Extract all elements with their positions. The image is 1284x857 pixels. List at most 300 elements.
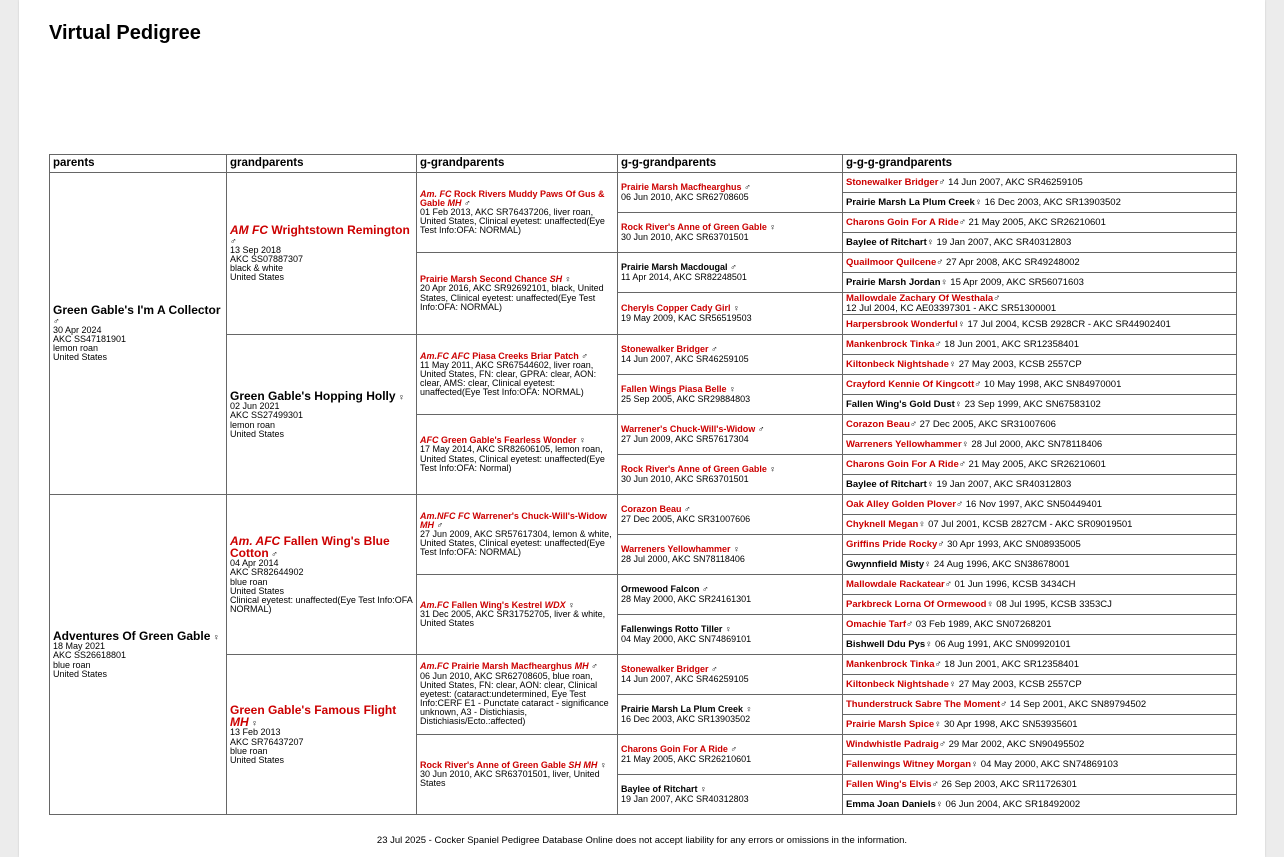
gg-grandparent-detail: 28 Jul 2000, AKC SN78118406 xyxy=(621,553,745,564)
ggg-grandparent-name-link[interactable]: Charons Goin For A Ride xyxy=(846,216,959,228)
ggg-grandparent-detail: 17 Jul 2004, KCSB 2928CR - AKC SR44902401 xyxy=(967,318,1171,330)
ggg-grandparent-cell xyxy=(843,315,1237,335)
gg-grandparent-detail: 19 Jan 2007, AKC SR40312803 xyxy=(621,793,749,804)
gg-grandparent-cell xyxy=(618,293,843,335)
sex-icon: ♂ xyxy=(909,418,917,430)
ggg-grandparent-detail: 19 Jan 2007, AKC SR40312803 xyxy=(936,236,1072,248)
sex-icon: ♂ xyxy=(938,738,946,750)
ggg-grandparent-cell xyxy=(843,415,1237,435)
great-grandparent-detail: 27 Jun 2009, AKC SR57617304, lemon & white, United States, Clinical eyetest: unaffected(Eye Test Info:OFA: NORMAL) xyxy=(420,528,612,558)
great-grandparent-name: Prairie Marsh Second Chance xyxy=(420,274,548,285)
ggg-grandparent-cell xyxy=(843,635,1237,655)
grandparent-detail: United States xyxy=(230,428,285,439)
great-grandparent-cell xyxy=(417,253,618,335)
great-grandparent-name: Piasa Creeks Briar Patch xyxy=(472,350,579,361)
gg-grandparent-cell xyxy=(618,735,843,775)
ggg-grandparent-detail: 08 Jul 1995, KCSB 3353CJ xyxy=(996,598,1112,610)
sex-icon: ♀ xyxy=(926,478,934,490)
title-suffix: MH xyxy=(574,661,589,672)
gg-grandparent-cell xyxy=(618,415,843,455)
grandparent-detail: AKC SR76437207 xyxy=(230,736,304,747)
great-grandparent-cell xyxy=(417,575,618,655)
sex-icon: ♀ xyxy=(733,544,740,555)
great-grandparent-name: Green Gable's Fearless Wonder xyxy=(441,435,577,446)
grandparent-cell xyxy=(227,173,417,335)
ggg-grandparent-cell xyxy=(843,535,1237,555)
ggg-grandparent-detail: 06 Aug 1991, AKC SN09920101 xyxy=(934,638,1071,650)
ggg-grandparent-cell xyxy=(843,335,1237,355)
gg-grandparent-detail: 21 May 2005, AKC SR26210601 xyxy=(621,753,752,764)
ggg-grandparent-detail: 12 Jul 2004, KC AE03397301 - AKC SR51300001 xyxy=(846,302,1057,314)
ggg-grandparent-detail: 16 Dec 2003, AKC SR13903502 xyxy=(984,196,1121,208)
sex-icon: ♀ xyxy=(769,464,777,475)
great-grandparent-name: Rock Rivers Muddy Paws Of Gus & Gable xyxy=(420,188,605,208)
gg-grandparent-cell xyxy=(618,615,843,655)
ggg-grandparent-name-link[interactable]: Mankenbrock Tinka xyxy=(846,338,935,350)
gg-grandparent-detail: 27 Jun 2009, AKC SR57617304 xyxy=(621,433,749,444)
gg-grandparent-detail: 14 Jun 2007, AKC SR46259105 xyxy=(621,673,749,684)
sex-icon: ♀ xyxy=(971,758,979,770)
great-grandparent-detail: 17 May 2014, AKC SR82606105, lemon roan, United States, Clinical eyetest: unaffected(Eye Test Info:OFA: Normal) xyxy=(420,444,605,473)
great-grandparent-name-link[interactable] xyxy=(420,661,589,671)
sex-icon: ♀ xyxy=(728,384,736,395)
ggg-grandparent-name-link[interactable]: Omachie Tarf xyxy=(846,618,907,630)
great-grandparent-detail: 31 Dec 2005, AKC SR31752705, liver & white, United States xyxy=(420,608,606,629)
sex-icon: ♂ xyxy=(1000,698,1008,710)
sex-icon: ♂ xyxy=(230,235,237,246)
gg-grandparent-detail: 14 Jun 2007, AKC SR46259105 xyxy=(621,353,749,364)
gg-grandparent-detail: 28 May 2000, AKC SR24161301 xyxy=(621,593,752,604)
gg-grandparent-cell xyxy=(618,775,843,815)
ggg-grandparent-detail: 27 Dec 2005, AKC SR31007606 xyxy=(919,418,1056,430)
ggg-grandparent-name-link[interactable]: Baylee of Ritchart xyxy=(846,478,927,490)
grandparent-name: Green Gable's Hopping Holly xyxy=(230,389,396,404)
ggg-grandparent-name-link[interactable]: Chyknell Megan xyxy=(846,518,919,530)
gg-grandparent-name-link[interactable]: Stonewalker Bridger xyxy=(621,344,709,355)
ggg-grandparent-cell xyxy=(843,435,1237,455)
sex-icon: ♂ xyxy=(974,378,982,390)
grandparent-detail: United States xyxy=(230,754,285,765)
title-prefix: Am.FC xyxy=(420,661,449,672)
ggg-grandparent-cell xyxy=(843,755,1237,775)
title-prefix: Am.NFC FC xyxy=(420,510,470,521)
grandparent-detail: AKC SR82644902 xyxy=(230,567,304,578)
grandparent-detail: 04 Apr 2014 xyxy=(230,558,279,569)
grandparent-cell xyxy=(227,335,417,495)
great-grandparent-name-link[interactable] xyxy=(420,511,607,530)
title-suffix: MH xyxy=(447,197,462,208)
gg-grandparent-detail: 11 Apr 2014, AKC SR82248501 xyxy=(621,271,747,282)
ggg-grandparent-name-link[interactable]: Windwhistle Padraig xyxy=(846,738,939,750)
header-grandparents: grandparents xyxy=(227,155,417,173)
parent-detail: 18 May 2021 xyxy=(53,641,106,652)
parent-cell xyxy=(50,173,227,495)
ggg-grandparent-detail: 27 May 2003, KCSB 2557CP xyxy=(958,358,1082,370)
sex-icon: ♀ xyxy=(957,318,965,330)
great-grandparent-detail: 11 May 2011, AKC SR67544602, liver roan, United States, FN: clear, GPRA: clear, AON: clear, AMS: clear, Clinical eyetest: unaffected(Eye Test Info:OFA: NORMAL) xyxy=(420,359,597,398)
sex-icon: ♀ xyxy=(926,236,934,248)
ggg-grandparent-cell xyxy=(843,775,1237,795)
great-grandparent-detail: 30 Jun 2010, AKC SR63701501, liver, United States xyxy=(420,768,600,789)
grandparent-cell xyxy=(227,495,417,655)
ggg-grandparent-name-link[interactable]: Mallowdale Zachary Of Westhala xyxy=(846,293,994,304)
ggg-grandparent-detail: 30 Apr 1993, AKC SN08935005 xyxy=(947,538,1081,550)
gg-grandparent-name-link[interactable]: Warrener's Chuck-Will's-Widow xyxy=(621,424,756,435)
ggg-grandparent-name-link[interactable]: Charons Goin For A Ride xyxy=(846,458,959,470)
gg-grandparent-cell xyxy=(618,173,843,213)
ggg-grandparent-cell xyxy=(843,495,1237,515)
gg-grandparent-cell xyxy=(618,575,843,615)
gg-grandparent-cell xyxy=(618,455,843,495)
gg-grandparent-name-link[interactable]: Cheryls Copper Cady Girl xyxy=(621,303,731,314)
gg-grandparent-detail: 19 May 2009, KAC SR56519503 xyxy=(621,312,752,323)
ggg-grandparent-name-link[interactable]: Baylee of Ritchart xyxy=(846,236,927,248)
ggg-grandparent-name-link[interactable]: Prairie Marsh La Plum Creek xyxy=(846,196,975,208)
gg-grandparent-detail: 16 Dec 2003, AKC SR13903502 xyxy=(621,713,751,724)
parent-detail: lemon roan xyxy=(53,343,99,354)
pedigree-row xyxy=(50,173,1237,193)
gg-grandparent-detail: 04 May 2000, AKC SN74869101 xyxy=(621,633,752,644)
ggg-grandparent-name-link[interactable]: Prairie Marsh Jordan xyxy=(846,276,941,288)
sex-icon: ♂ xyxy=(937,538,945,550)
gg-grandparent-name-link[interactable]: Stonewalker Bridger xyxy=(621,664,709,675)
ggg-grandparent-name-link[interactable]: Bishwell Ddu Pys xyxy=(846,638,926,650)
gg-grandparent-name-link[interactable]: Baylee of Ritchart xyxy=(621,784,698,795)
ggg-grandparent-cell xyxy=(843,193,1237,213)
pedigree-row xyxy=(50,335,1237,355)
sex-icon: ♂ xyxy=(934,338,942,350)
gg-grandparent-cell xyxy=(618,335,843,375)
ggg-grandparent-name-link[interactable]: Quailmoor Quilcene xyxy=(846,256,937,268)
sex-icon: ♀ xyxy=(934,718,942,730)
gg-grandparent-cell xyxy=(618,213,843,253)
grandparent-detail: lemon roan xyxy=(230,419,276,430)
ggg-grandparent-name-link[interactable]: Thunderstruck Sabre The Moment xyxy=(846,698,1001,710)
grandparent-detail: Clinical eyetest: unaffected(Eye Test Info:OFA NORMAL) xyxy=(230,594,413,615)
gg-grandparent-name-link[interactable]: Ormewood Falcon xyxy=(621,584,700,595)
great-grandparent-name: Rock River's Anne of Green Gable xyxy=(420,759,566,770)
sex-icon: ♀ xyxy=(724,624,732,635)
grandparent-detail: blue roan xyxy=(230,745,268,756)
sex-icon: ♀ xyxy=(568,599,575,610)
title-prefix: Am. FC xyxy=(420,188,452,199)
pedigree-table xyxy=(49,154,1237,815)
ggg-grandparent-cell xyxy=(843,213,1237,233)
ggg-grandparent-detail: 18 Jun 2001, AKC SR12358401 xyxy=(944,658,1079,670)
ggg-grandparent-name-link[interactable]: Fallen Wing's Elvis xyxy=(846,778,932,790)
sex-icon: ♂ xyxy=(938,176,946,188)
parent-detail: 30 Apr 2024 xyxy=(53,324,102,335)
grandparent-detail: AKC SS07887307 xyxy=(230,254,304,265)
gg-grandparent-cell xyxy=(618,655,843,695)
grandparent-detail: blue roan xyxy=(230,576,268,587)
ggg-grandparent-name-link[interactable]: Fallen Wing's Gold Dust xyxy=(846,398,955,410)
ggg-grandparent-detail: 23 Sep 1999, AKC SN67583102 xyxy=(964,398,1101,410)
gg-grandparent-cell xyxy=(618,695,843,735)
ggg-grandparent-cell xyxy=(843,455,1237,475)
sex-icon: ♂ xyxy=(711,344,718,355)
gg-grandparent-name-link[interactable]: Prairie Marsh La Plum Creek xyxy=(621,704,744,715)
ggg-grandparent-cell xyxy=(843,795,1237,815)
parent-detail: United States xyxy=(53,668,108,679)
page-title: Virtual Pedigree xyxy=(49,22,201,44)
ggg-grandparent-name-link[interactable]: Kiltonbeck Nightshade xyxy=(846,358,949,370)
ggg-grandparent-name-link[interactable]: Emma Joan Daniels xyxy=(846,798,936,810)
ggg-grandparent-cell xyxy=(843,273,1237,293)
grandparent-detail: 13 Feb 2013 xyxy=(230,727,281,738)
sex-icon: ♀ xyxy=(940,276,948,288)
sex-icon: ♀ xyxy=(948,358,957,370)
gg-grandparent-name-link[interactable]: Prairie Marsh Macdougal xyxy=(621,262,728,273)
title-prefix: AFC xyxy=(420,435,439,446)
ggg-grandparent-cell xyxy=(843,695,1237,715)
sex-icon: ♀ xyxy=(700,784,707,795)
sex-icon: ♂ xyxy=(934,658,942,670)
sex-icon: ♀ xyxy=(925,638,933,650)
sex-icon: ♂ xyxy=(956,498,964,510)
ggg-grandparent-cell xyxy=(843,253,1237,273)
great-grandparent-cell xyxy=(417,495,618,575)
ggg-grandparent-cell xyxy=(843,355,1237,375)
ggg-grandparent-cell xyxy=(843,555,1237,575)
pedigree-body xyxy=(50,173,1237,815)
gg-grandparent-name-link[interactable]: Charons Goin For A Ride xyxy=(621,744,728,755)
sex-icon: ♂ xyxy=(906,618,914,630)
sex-icon: ♂ xyxy=(436,519,444,530)
gg-grandparent-detail: 27 Dec 2005, AKC SR31007606 xyxy=(621,513,751,524)
ggg-grandparent-cell xyxy=(843,655,1237,675)
ggg-grandparent-cell xyxy=(843,233,1237,253)
gg-grandparent-cell xyxy=(618,495,843,535)
sex-icon: ♀ xyxy=(564,274,572,285)
sex-icon: ♀ xyxy=(251,718,258,729)
gg-grandparent-detail: 30 Jun 2010, AKC SR63701501 xyxy=(621,231,749,242)
gg-grandparent-detail: 25 Sep 2005, AKC SR29884803 xyxy=(621,393,751,404)
ggg-grandparent-cell xyxy=(843,615,1237,635)
footer-disclaimer: 23 Jul 2025 - Cocker Spaniel Pedigree Database Online does not accept liability for any errors or omissions in the information. xyxy=(376,835,908,846)
sex-icon: ♀ xyxy=(918,518,926,530)
great-grandparent-detail: 20 Apr 2016, AKC SR92692101, black, United States, Clinical eyetest: unaffected(Eye Test Info:OFA: NORMAL) xyxy=(420,283,604,312)
title-prefix: AM FC xyxy=(230,223,268,238)
ggg-grandparent-detail: 07 Jul 2001, KCSB 2827CM - AKC SR09019501 xyxy=(928,518,1133,530)
ggg-grandparent-cell xyxy=(843,293,1237,315)
sex-icon: ♂ xyxy=(464,197,471,208)
grandparent-detail: black & white xyxy=(230,263,284,274)
ggg-grandparent-name-link[interactable]: Warreners Yellowhammer xyxy=(846,438,962,450)
gg-grandparent-name-link[interactable]: Warreners Yellowhammer xyxy=(621,544,731,555)
ggg-grandparent-detail: 14 Jun 2007, AKC SR46259105 xyxy=(948,176,1083,188)
grandparent-name: Green Gable's Famous Flight xyxy=(230,702,397,717)
parent-detail: United States xyxy=(53,352,108,363)
ggg-grandparent-name-link[interactable]: Harpersbrook Wonderful xyxy=(846,318,958,330)
header-row xyxy=(50,155,1237,173)
sex-icon: ♀ xyxy=(935,798,943,810)
grandparent-name: Fallen Wing's Blue Cotton xyxy=(230,533,390,560)
ggg-grandparent-cell xyxy=(843,675,1237,695)
sex-icon: ♀ xyxy=(398,392,405,403)
sex-icon: ♂ xyxy=(744,182,751,193)
ggg-grandparent-detail: 16 Nov 1997, AKC SN50449401 xyxy=(965,498,1103,510)
sex-icon: ♀ xyxy=(599,759,607,770)
ggg-grandparent-detail: 03 Feb 1989, AKC SN07268201 xyxy=(915,618,1052,630)
title-prefix: Am.FC AFC xyxy=(420,350,470,361)
ggg-grandparent-detail: 19 Jan 2007, AKC SR40312803 xyxy=(936,478,1072,490)
sex-icon: ♀ xyxy=(733,303,740,314)
title-prefix: Am. AFC xyxy=(230,533,281,548)
grandparent-name: Wrightstown Remington xyxy=(271,223,410,238)
ggg-grandparent-detail: 10 May 1998, AKC SN84970001 xyxy=(984,378,1122,390)
gg-grandparent-name-link[interactable]: Fallenwings Rotto Tiller xyxy=(621,624,723,635)
grandparent-detail: United States xyxy=(230,272,285,283)
sex-icon: ♂ xyxy=(757,424,765,435)
ggg-grandparent-cell xyxy=(843,515,1237,535)
pedigree-row xyxy=(50,655,1237,675)
sex-icon: ♂ xyxy=(730,262,737,273)
ggg-grandparent-detail: 04 May 2000, AKC SN74869103 xyxy=(980,758,1119,770)
sex-icon: ♀ xyxy=(579,435,586,446)
sex-icon: ♀ xyxy=(961,438,969,450)
ggg-grandparent-detail: 29 Mar 2002, AKC SN90495502 xyxy=(948,738,1085,750)
ggg-grandparent-cell xyxy=(843,475,1237,495)
ggg-grandparent-name-link[interactable]: Prairie Marsh Spice xyxy=(846,718,935,730)
great-grandparent-detail: 06 Jun 2010, AKC SR62708605, blue roan, United States, FN: clear, AON: clear, Clinical eyetest: (cataract:undetermined, Eye Test Info:CERF E1 - Punctate cataract - significance unknown, A3 - Distichiasis, Distichiasis/Ecto.:affected) xyxy=(420,670,609,727)
sex-icon: ♂ xyxy=(581,350,589,361)
grandparent-cell xyxy=(227,655,417,815)
ggg-grandparent-cell xyxy=(843,375,1237,395)
ggg-grandparent-cell xyxy=(843,395,1237,415)
ggg-grandparent-name-link[interactable]: Parkbreck Lorna Of Ormewood xyxy=(846,598,987,610)
ggg-grandparent-name-link[interactable]: Oak Alley Golden Plover xyxy=(846,498,956,510)
ggg-grandparent-detail: 21 May 2005, AKC SR26210601 xyxy=(968,458,1106,470)
title-suffix: WDX xyxy=(544,599,566,610)
gg-grandparent-name-link[interactable]: Fallen Wings Piasa Belle xyxy=(621,384,727,395)
great-grandparent-name: Warrener's Chuck-Will's-Widow xyxy=(472,510,607,521)
great-grandparent-cell xyxy=(417,655,618,735)
grandparent-detail: United States xyxy=(230,585,285,596)
sex-icon: ♂ xyxy=(271,548,278,559)
title-suffix: MH xyxy=(230,715,249,730)
ggg-grandparent-detail: 30 Apr 1998, AKC SN53935601 xyxy=(943,718,1078,730)
ggg-grandparent-detail: 28 Jul 2000, AKC SN78118406 xyxy=(971,438,1103,450)
sex-icon: ♀ xyxy=(212,632,220,643)
ggg-grandparent-cell xyxy=(843,735,1237,755)
gg-grandparent-name-link[interactable]: Rock River's Anne of Green Gable xyxy=(621,464,767,475)
sex-icon: ♂ xyxy=(53,315,60,326)
parent-cell xyxy=(50,495,227,815)
ggg-grandparent-name-link[interactable]: Griffins Pride Rocky xyxy=(846,538,938,550)
grandparent-name-link[interactable] xyxy=(230,534,390,560)
sex-icon: ♂ xyxy=(993,293,1001,304)
sex-icon: ♂ xyxy=(684,504,691,515)
gg-grandparent-cell xyxy=(618,253,843,293)
parent-detail: blue roan xyxy=(53,659,91,670)
ggg-grandparent-name-link[interactable]: Kiltonbeck Nightshade xyxy=(846,678,949,690)
sex-icon: ♀ xyxy=(974,196,982,208)
sex-icon: ♂ xyxy=(931,778,939,790)
gg-grandparent-cell xyxy=(618,535,843,575)
parent-name-link[interactable]: Adventures Of Green Gable xyxy=(53,629,211,644)
pedigree-row xyxy=(50,495,1237,515)
sex-icon: ♀ xyxy=(924,558,932,570)
gg-grandparent-cell xyxy=(618,375,843,415)
grandparent-detail: 13 Sep 2018 xyxy=(230,244,282,255)
ggg-grandparent-name-link[interactable]: Stonewalker Bridger xyxy=(846,176,939,188)
ggg-grandparent-detail: 24 Aug 1996, AKC SN38678001 xyxy=(933,558,1070,570)
sex-icon: ♂ xyxy=(702,584,709,595)
header-g-grandparents: g-grandparents xyxy=(417,155,618,173)
great-grandparent-cell xyxy=(417,335,618,415)
sex-icon: ♂ xyxy=(944,578,952,590)
ggg-grandparent-detail: 27 May 2003, KCSB 2557CP xyxy=(958,678,1082,690)
great-grandparent-name: Prairie Marsh Macfhearghus xyxy=(451,661,573,672)
gg-grandparent-detail: 30 Jun 2010, AKC SR63701501 xyxy=(621,473,749,484)
gg-grandparent-name-link[interactable]: Rock River's Anne of Green Gable xyxy=(621,222,767,233)
great-grandparent-name-link[interactable] xyxy=(420,189,605,208)
title-suffix: MH xyxy=(420,519,434,530)
ggg-grandparent-detail: 18 Jun 2001, AKC SR12358401 xyxy=(944,338,1079,350)
grandparent-name-link[interactable] xyxy=(230,223,410,237)
ggg-grandparent-cell xyxy=(843,173,1237,193)
parent-detail: AKC SS47181901 xyxy=(53,334,127,345)
sex-icon: ♀ xyxy=(948,678,957,690)
ggg-grandparent-detail: 06 Jun 2004, AKC SR18492002 xyxy=(945,798,1081,810)
great-grandparent-cell xyxy=(417,415,618,495)
ggg-grandparent-name-link[interactable]: Corazon Beau xyxy=(846,418,910,430)
great-grandparent-cell xyxy=(417,173,618,253)
ggg-grandparent-name-link[interactable]: Fallenwings Witney Morgan xyxy=(846,758,972,770)
ggg-grandparent-name-link[interactable]: Crayford Kennie Of Kingcott xyxy=(846,378,975,390)
gg-grandparent-name-link[interactable]: Prairie Marsh Macfhearghus xyxy=(621,182,742,193)
sex-icon: ♂ xyxy=(958,458,966,470)
ggg-grandparent-detail: 26 Sep 2003, AKC SR11726301 xyxy=(941,778,1077,790)
ggg-grandparent-name-link[interactable]: Gwynnfield Misty xyxy=(846,558,925,570)
sex-icon: ♂ xyxy=(936,256,944,268)
ggg-grandparent-name-link[interactable]: Mankenbrock Tinka xyxy=(846,658,935,670)
ggg-grandparent-detail: 21 May 2005, AKC SR26210601 xyxy=(968,216,1106,228)
grandparent-detail: AKC SS27499301 xyxy=(230,410,304,421)
title-suffix: SH MH xyxy=(568,759,598,770)
sex-icon: ♂ xyxy=(730,744,738,755)
ggg-grandparent-detail: 15 Apr 2009, AKC SR56071603 xyxy=(950,276,1084,288)
great-grandparent-detail: 01 Feb 2013, AKC SR76437206, liver roan, United States, Clinical eyetest: unaffected(Eye Test Info:OFA: NORMAL) xyxy=(420,206,605,236)
sex-icon: ♀ xyxy=(986,598,994,610)
sex-icon: ♂ xyxy=(958,216,966,228)
sex-icon: ♂ xyxy=(711,664,718,675)
sex-icon: ♀ xyxy=(954,398,962,410)
header-parents: parents xyxy=(50,155,227,173)
sex-icon: ♀ xyxy=(745,704,753,715)
gg-grandparent-name-link[interactable]: Corazon Beau xyxy=(621,504,682,515)
ggg-grandparent-detail: 01 Jun 1996, KCSB 3434CH xyxy=(954,578,1076,590)
title-suffix: SH xyxy=(549,274,563,285)
great-grandparent-cell xyxy=(417,735,618,815)
header-ggg-grandparents: g-g-g-grandparents xyxy=(843,155,1237,173)
parent-name-link[interactable]: Green Gable's I'm A Collector xyxy=(53,303,221,318)
ggg-grandparent-name-link[interactable]: Mallowdale Rackatear xyxy=(846,578,945,590)
sex-icon: ♀ xyxy=(769,222,777,233)
title-prefix: Am.FC xyxy=(420,599,449,610)
ggg-grandparent-cell xyxy=(843,575,1237,595)
header-gg-grandparents: g-g-grandparents xyxy=(618,155,843,173)
ggg-grandparent-detail: 27 Apr 2008, AKC SR49248002 xyxy=(946,256,1080,268)
ggg-grandparent-detail: 14 Sep 2001, AKC SN89794502 xyxy=(1009,698,1147,710)
grandparent-detail: 02 Jun 2021 xyxy=(230,401,280,412)
gg-grandparent-detail: 06 Jun 2010, AKC SR62708605 xyxy=(621,191,749,202)
ggg-grandparent-cell xyxy=(843,715,1237,735)
great-grandparent-name: Fallen Wing's Kestrel xyxy=(451,599,543,610)
page xyxy=(19,0,1265,857)
ggg-grandparent-cell xyxy=(843,595,1237,615)
